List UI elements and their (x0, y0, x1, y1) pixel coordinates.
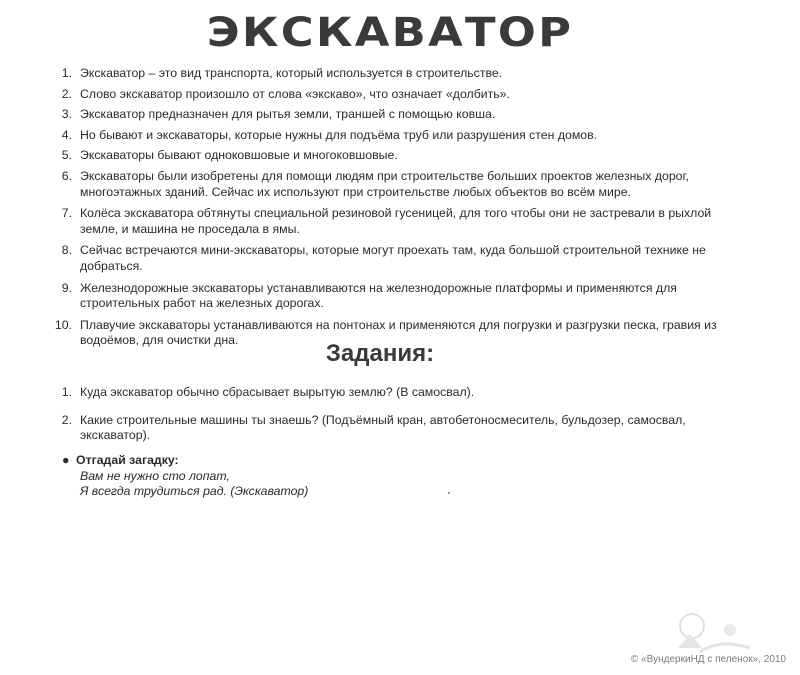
item-text: Экскаватор – это вид транспорта, который используется в строительстве. (80, 66, 503, 80)
list-item (50, 206, 740, 237)
item-text: Слово экскаватор произошло от слова «экскаво», что означает «долбить». (80, 86, 510, 101)
item-number: 3. (61, 107, 72, 122)
list-item (50, 385, 740, 401)
item-number: 7. (61, 206, 72, 221)
publisher-logo-icon (670, 608, 760, 658)
item-text: Но бывают и экскаваторы, которые нужны для подъёма труб или разрушения стен домов. (80, 127, 598, 142)
item-text: Сейчас встречаются мини-экскаваторы, которые могут проехать там, куда большой строительной технике не добраться. (80, 243, 706, 273)
facts-list (50, 66, 740, 355)
list-item (50, 66, 740, 82)
riddle-heading-text: Отгадай загадку: (76, 453, 179, 467)
list-item (50, 413, 740, 444)
list-item (50, 128, 740, 144)
item-number: 8. (61, 243, 72, 258)
tasks-heading: Задания: (325, 340, 435, 367)
item-number: 2. (61, 86, 72, 101)
list-item (50, 107, 740, 123)
item-number: 9. (61, 280, 72, 295)
item-text: Плавучие экскаваторы устанавливаются на понтонах и применяются для погрузки и разгрузки песка, гравия из водоёмов, для очистки дна. (80, 317, 717, 348)
item-number: 4. (61, 127, 72, 142)
list-item (50, 87, 740, 103)
list-item (50, 243, 740, 274)
item-text: Какие строительные машины ты знаешь? (Подъёмный кран, автобетоносмеситель, бульдозер, самосвал, экскаватор). (80, 412, 686, 443)
copyright-text: © «ВундеркиНД с пеленок», 2010 (630, 654, 786, 665)
list-item (50, 281, 740, 312)
item-text: Куда экскаватор обычно сбрасывает вырытую землю? (В самосвал). (80, 385, 475, 399)
item-number: 5. (61, 148, 72, 163)
item-number: 1. (61, 385, 72, 399)
item-text: Железнодорожные экскаваторы устанавливаются на железнодорожные платформы и применяются для строительных работ на железных дорогах. (80, 280, 677, 311)
riddle-heading (62, 453, 308, 469)
item-number: 10. (54, 317, 72, 332)
riddle-line-1: Вам не нужно сто лопат, (80, 468, 230, 483)
tasks-list (50, 385, 740, 456)
item-number: 1. (61, 66, 72, 80)
list-item (50, 169, 740, 200)
riddle-line-2: Я всегда трудиться рад. (Экскаватор) (80, 484, 309, 499)
item-text: Колёса экскаватора обтянуты специальной резиновой гусеницей, для того чтобы они не застревали в рыхлой земле, и машина не проседала в ямы. (80, 206, 712, 236)
item-text: Экскаватор предназначен для рытья земли, траншей с помощью ковша. (80, 107, 496, 122)
item-number: 6. (61, 168, 72, 183)
list-item (50, 148, 740, 164)
item-text: Экскаваторы бывают одноковшовые и многоковшовые. (80, 148, 398, 163)
riddle-block (62, 453, 308, 500)
item-text: Экскаваторы были изобретены для помощи людям при строительстве больших проектов железных дорог, многоэтажных зданий. Сейчас их используют при строительстве любых объектов во всём мире. (80, 168, 689, 199)
item-number: 2. (61, 412, 72, 427)
print-speck (448, 492, 450, 494)
page-title: ЭКСКАВАТОР (206, 10, 574, 56)
bullet-icon: ● (62, 453, 70, 467)
